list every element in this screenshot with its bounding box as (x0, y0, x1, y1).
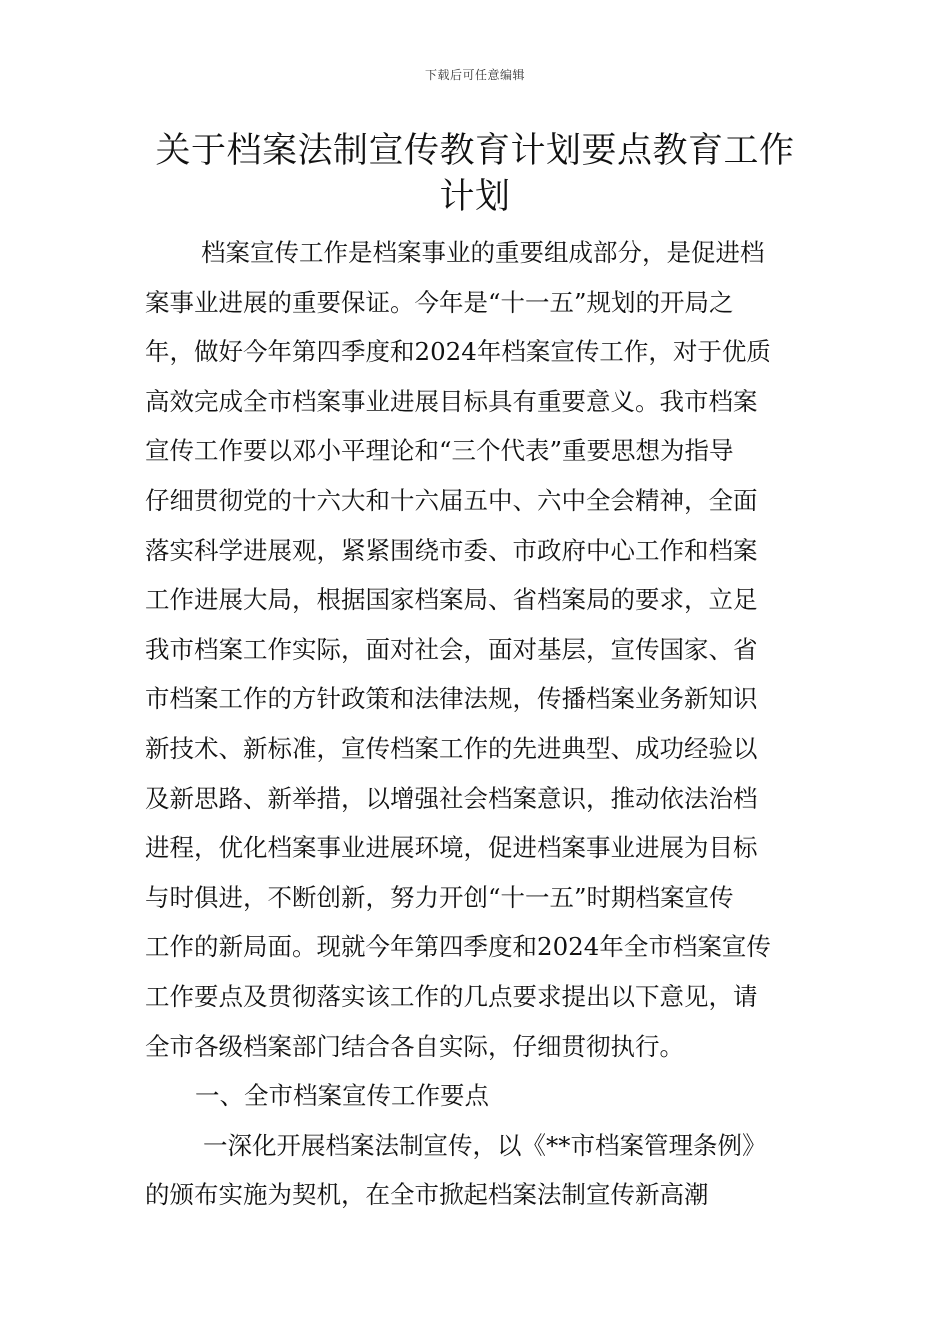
paragraph-line: 我市档案工作实际，面对社会，面对基层，宣传国家、省 (145, 634, 758, 664)
paragraph-line: 仔细贯彻党的十六大和十六届五中、六中全会精神，全面 (145, 485, 758, 515)
paragraph-line: 年，做好今年第四季度和2024年档案宣传工作，对于优质 (145, 337, 771, 367)
paragraph-line: 一深化开展档案法制宣传，以《**市档案管理条例》 (203, 1130, 767, 1160)
paragraph-line: 与时俱进，不断创新，努力开创“十一五”时期档案宣传 (145, 882, 734, 912)
paragraph-line: 全市各级档案部门结合各自实际，仔细贯彻执行。 (145, 1031, 684, 1061)
paragraph-line: 工作进展大局，根据国家档案局、省档案局的要求，立足 (145, 585, 758, 615)
section-paragraph-1 (145, 1121, 807, 1220)
paragraph-line: 市档案工作的方针政策和法律法规，传播档案业务新知识 (145, 684, 758, 714)
paragraph-line: 工作要点及贯彻落实该工作的几点要求提出以下意见，请 (145, 981, 758, 1011)
section-heading-1 (145, 1071, 807, 1121)
section-heading-text: 一、全市档案宣传工作要点 (195, 1081, 489, 1111)
document-title (145, 128, 805, 220)
paragraph-line: 工作的新局面。现就今年第四季度和2024年全市档案宣传 (145, 932, 771, 962)
paragraph-line: 及新思路、新举措，以增强社会档案意识，推动依法治档 (145, 783, 758, 813)
title-line-1: 关于档案法制宣传教育计划要点教育工作 (155, 131, 795, 171)
paragraph-line: 的颁布实施为契机，在全市掀起档案法制宣传新高潮 (145, 1180, 709, 1210)
document-body (145, 228, 807, 1220)
paragraph-line: 高效完成全市档案事业进展目标具有重要意义。我市档案 (145, 386, 758, 416)
header-note: 下载后可任意编辑 (424, 68, 525, 82)
paragraph-line: 案事业进展的重要保证。今年是“十一五”规划的开局之 (145, 287, 734, 317)
paragraph-line: 进程，优化档案事业进展环境，促进档案事业进展为目标 (145, 833, 758, 863)
intro-paragraph (145, 228, 807, 1071)
paragraph-line: 落实科学进展观，紧紧围绕市委、市政府中心工作和档案 (145, 535, 758, 565)
title-line-2: 计划 (439, 177, 511, 217)
paragraph-line: 档案宣传工作是档案事业的重要组成部分，是促进档 (201, 238, 765, 267)
paragraph-line: 宣传工作要以邓小平理论和“三个代表”重要思想为指导 (145, 436, 734, 466)
paragraph-line: 新技术、新标准，宣传档案工作的先进典型、成功经验以 (145, 733, 758, 763)
